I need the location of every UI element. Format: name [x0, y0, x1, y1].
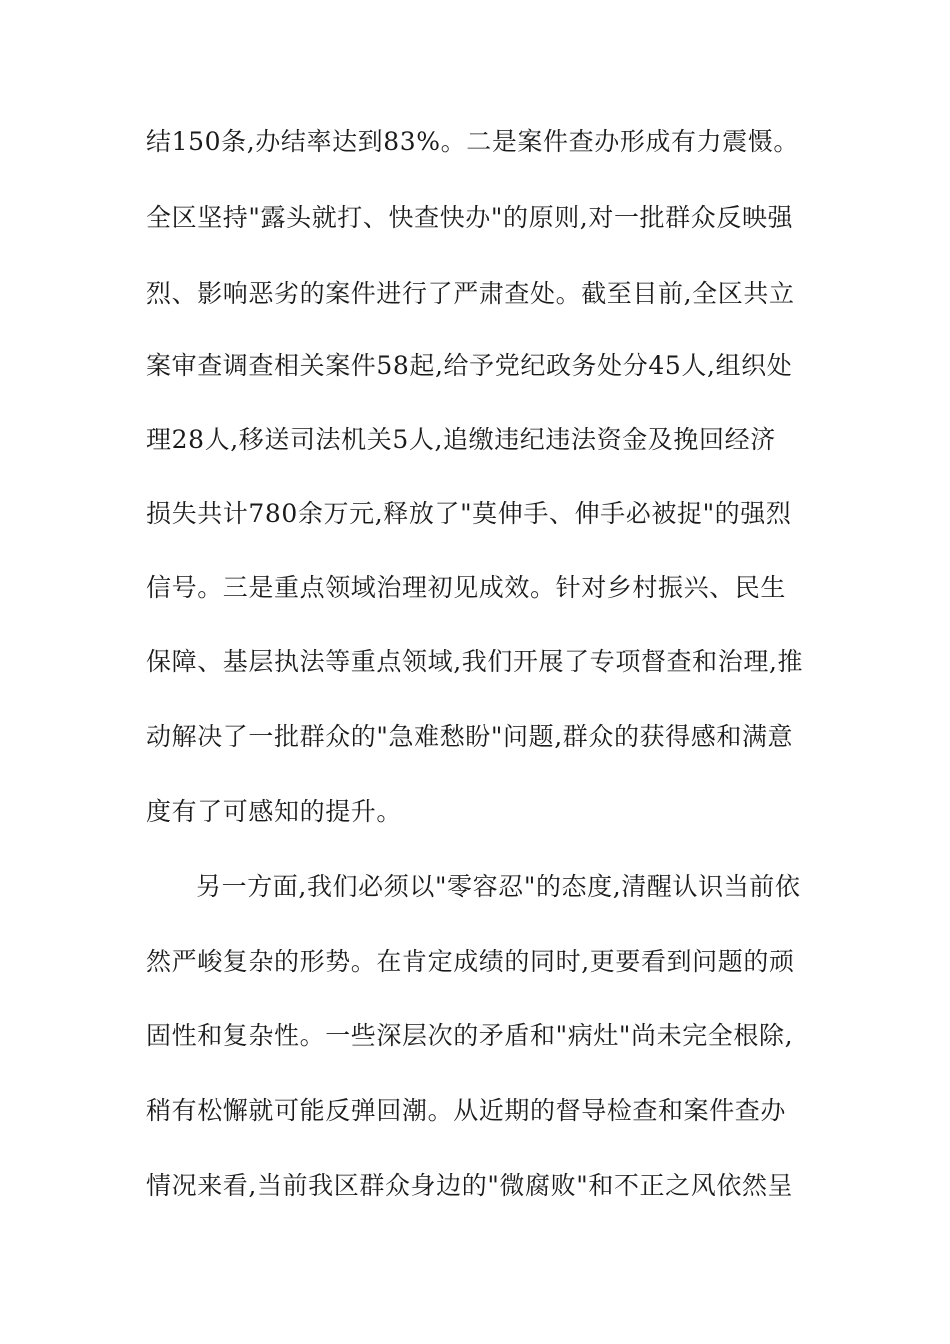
text-line: 保障、基层执法等重点领域,我们开展了专项督查和治理,推 [146, 647, 804, 676]
text-line: 烈、影响恶劣的案件进行了严肃查处。截至目前,全区共立 [146, 279, 795, 308]
text-line: 理28人,移送司法机关5人,追缴违纪违法资金及挽回经济 [146, 425, 776, 454]
text-line: 然严峻复杂的形势。在肯定成绩的同时,更要看到问题的顽 [146, 947, 795, 976]
paragraph-first-line: 另一方面,我们必须以"零容忍"的态度,清醒认识当前依 [196, 872, 801, 901]
text-line: 案审查调查相关案件58起,给予党纪政务处分45人,组织处 [146, 351, 793, 380]
text-line: 全区坚持"露头就打、快查快办"的原则,对一批群众反映强 [146, 203, 794, 232]
text-line: 度有了可感知的提升。 [146, 797, 403, 826]
text-line: 情况来看,当前我区群众身边的"微腐败"和不正之风依然呈 [146, 1171, 794, 1200]
text-line: 结150条,办结率达到83%。二是案件查办形成有力震慑。 [146, 127, 800, 156]
text-line: 固性和复杂性。一些深层次的矛盾和"病灶"尚未完全根除, [146, 1021, 794, 1050]
text-line: 稍有松懈就可能反弹回潮。从近期的督导检查和案件查办 [146, 1096, 787, 1125]
text-line: 信号。三是重点领域治理初见成效。针对乡村振兴、民生 [146, 573, 787, 602]
text-line: 损失共计780余万元,释放了"莫伸手、伸手必被捉"的强烈 [146, 499, 792, 528]
text-line: 动解决了一批群众的"急难愁盼"问题,群众的获得感和满意 [146, 722, 794, 751]
